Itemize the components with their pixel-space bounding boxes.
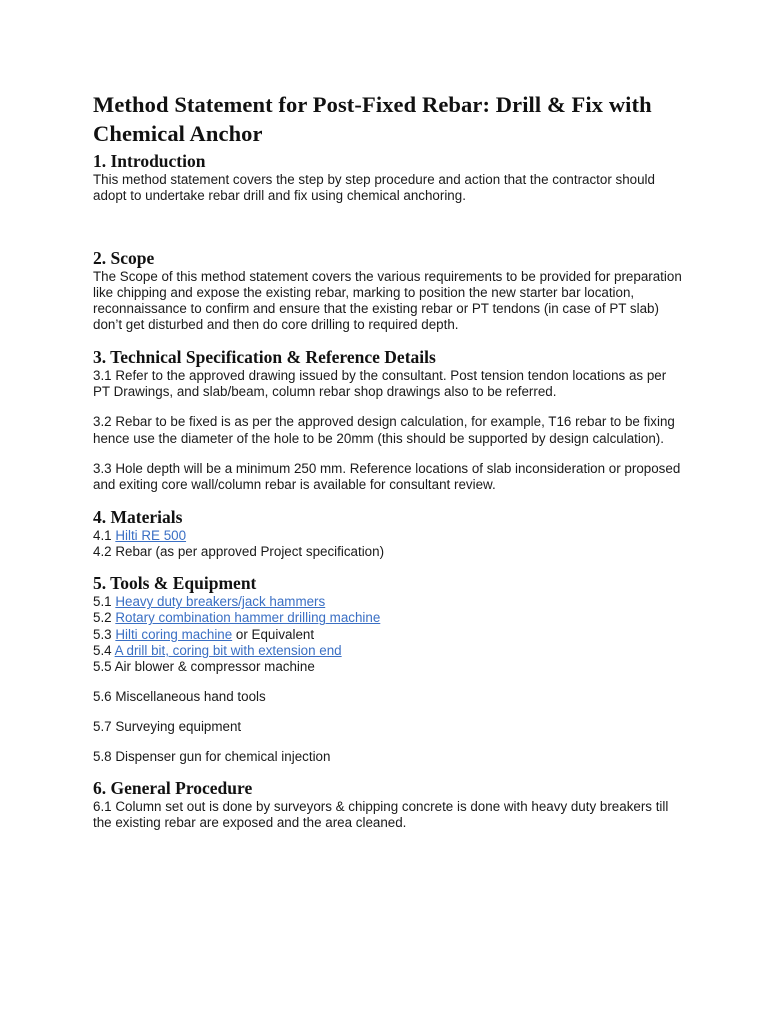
- tools-item-5-4: [93, 643, 683, 659]
- tools-item-5-4-number: 5.4: [93, 643, 115, 659]
- introduction-paragraph: This method statement covers the step by step procedure and action that the contractor should adopt to undertake rebar drill and fix using chemical anchoring.: [93, 172, 655, 204]
- tools-item-5-5: 5.5 Air blower & compressor machine: [93, 659, 315, 675]
- section-heading-tools-equipment: 5. Tools & Equipment: [93, 573, 257, 594]
- procedure-paragraph-6-1: 6.1 Column set out is done by surveyors & chipping concrete is done with heavy duty breakers till the existing rebar are exposed and the area cleaned.: [93, 799, 669, 831]
- link-hilti-re-500[interactable]: Hilti RE 500: [115, 527, 187, 543]
- tools-item-5-1-number: 5.1: [93, 594, 116, 610]
- section-scope: [93, 247, 683, 334]
- technical-paragraph-3-1: 3.1 Refer to the approved drawing issued by the consultant. Post tension tendon locations as per PT Drawings, and slab/beam, column rebar shop drawings also to be referred.: [93, 367, 667, 400]
- section-general-procedure: [93, 777, 683, 832]
- link-hilti-coring-machine[interactable]: Hilti coring machine: [115, 626, 233, 642]
- tools-item-5-3-suffix: or Equivalent: [232, 626, 315, 642]
- materials-item-4-1-number: 4.1: [93, 527, 116, 543]
- section-materials: [93, 506, 683, 561]
- section-heading-technical-specification: 3. Technical Specification & Reference Details: [93, 346, 436, 367]
- link-heavy-duty-breakers[interactable]: Heavy duty breakers/jack hammers: [115, 594, 326, 610]
- document-page: [93, 90, 683, 832]
- link-drill-bit-coring-bit[interactable]: A drill bit, coring bit with extension end: [114, 643, 342, 659]
- technical-paragraph-3-2: 3.2 Rebar to be fixed is as per the approved design calculation, for example, T16 rebar to be fixing hence use the diameter of the hole to be 20mm (this should be supported by design calculation).: [93, 414, 675, 446]
- tools-item-5-3-number: 5.3: [93, 626, 116, 642]
- section-heading-introduction: 1. Introduction: [93, 151, 206, 171]
- tools-item-5-2: [93, 610, 683, 626]
- tools-item-5-6: 5.6 Miscellaneous hand tools: [93, 689, 266, 705]
- link-rotary-hammer-drilling-machine[interactable]: Rotary combination hammer drilling machine: [115, 610, 381, 626]
- section-introduction: [93, 150, 683, 205]
- tools-item-5-7: 5.7 Surveying equipment: [93, 718, 242, 734]
- section-technical-specification: [93, 346, 683, 494]
- materials-item-4-1: [93, 528, 683, 544]
- tools-item-5-2-number: 5.2: [93, 610, 116, 626]
- document-title: Method Statement for Post-Fixed Rebar: Drill & Fix with Chemical Anchor: [93, 92, 652, 146]
- tools-item-5-3: [93, 627, 683, 643]
- tools-item-5-8: 5.8 Dispenser gun for chemical injection: [93, 748, 331, 764]
- section-heading-general-procedure: 6. General Procedure: [93, 778, 253, 799]
- section-tools-equipment: [93, 572, 683, 765]
- tools-item-5-1: [93, 594, 683, 610]
- materials-item-4-2: 4.2 Rebar (as per approved Project specification): [93, 543, 385, 559]
- section-heading-materials: 4. Materials: [93, 506, 183, 527]
- scope-paragraph: The Scope of this method statement covers the various requirements to be provided for preparation like chipping and expose the existing rebar, marking to position the new starter bar location, reconnaissance to confirm and ensure that the existing rebar or PT tendons (in case of PT slab) don’t get disturbed and then do core drilling to required depth.: [93, 268, 682, 333]
- section-heading-scope: 2. Scope: [93, 247, 155, 268]
- technical-paragraph-3-3: 3.3 Hole depth will be a minimum 250 mm. Reference locations of slab inconsideration or proposed and exiting core wall/column rebar is available for consultant review.: [93, 460, 681, 493]
